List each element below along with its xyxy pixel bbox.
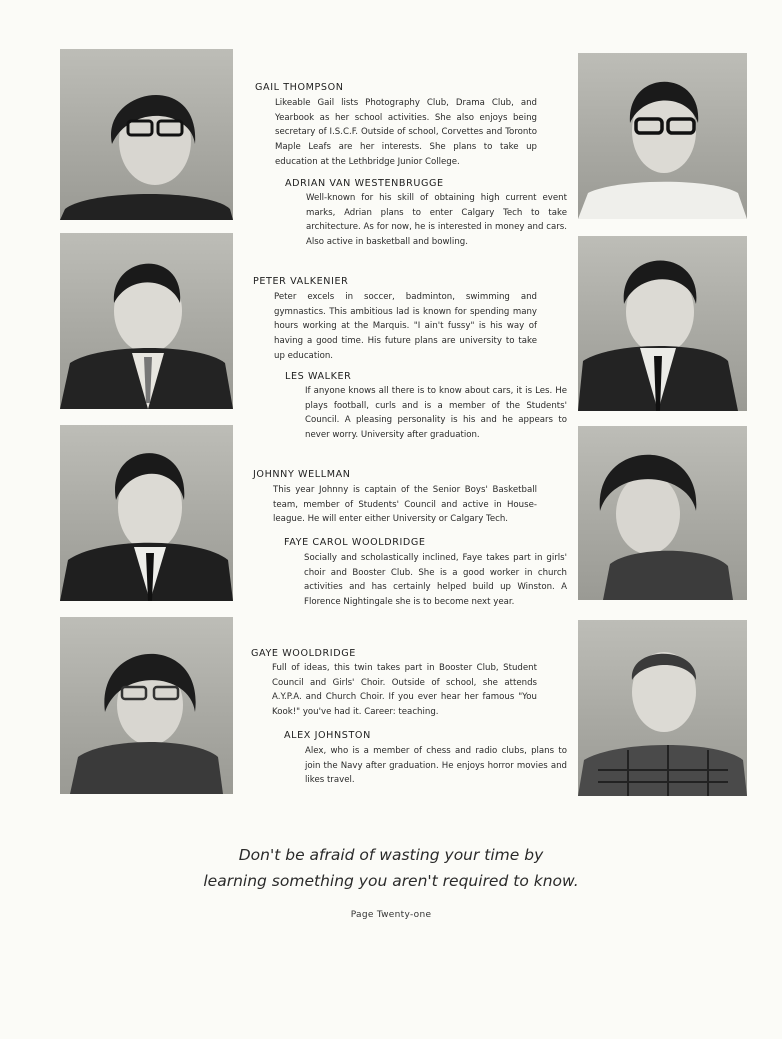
- student-bio: Well-known for his skill of obtaining high current event marks, Adrian plans to enter Calgary Tech to take architecture. As for now, he is interested in money and cars. Also active in basketball and bowling.: [306, 193, 567, 248]
- student-bio: Alex, who is a member of chess and radio clubs, plans to join the Navy after graduation. He enjoys horror movies and likes travel.: [305, 746, 567, 786]
- student-name: ADRIAN VAN WESTENBRUGGE: [285, 178, 444, 189]
- photo-faye-carol-wooldridge: [578, 426, 747, 600]
- photo-alex-johnston: [578, 620, 747, 796]
- photo-peter-valkenier: [60, 233, 233, 409]
- student-name: PETER VALKENIER: [253, 276, 349, 287]
- quote-line-2: learning something you aren't required to know.: [203, 872, 579, 890]
- portrait-boy-icon: [578, 236, 747, 411]
- photo-les-walker: [578, 236, 747, 411]
- student-bio: Full of ideas, this twin takes part in Booster Club, Student Council and Girls' Choir. Outside of school, she attends A.Y.P.A. and Church Choir. If you ever hear her famous "You Kook!" you've had it. Career: teaching.: [272, 663, 537, 718]
- student-name: JOHNNY WELLMAN: [253, 469, 351, 480]
- student-bio: Likeable Gail lists Photography Club, Drama Club, and Yearbook as her school activities. She also enjoys being secretary of I.S.C.F. Outside of school, Corvettes and Toronto Maple Leafs are her interests. She plans to take up education at the Lethbridge Junior College.: [275, 98, 537, 167]
- portrait-girl-icon: [578, 426, 747, 600]
- photo-johnny-wellman: [60, 425, 233, 601]
- student-bio: This year Johnny is captain of the Senior Boys' Basketball team, member of Students' Council and active in House-league. He will enter either University or Calgary Tech.: [273, 485, 537, 525]
- portrait-boy-icon: [60, 233, 233, 409]
- photo-gaye-wooldridge: [60, 617, 233, 794]
- portrait-boy-icon: [578, 620, 747, 796]
- student-name: GAYE WOOLDRIDGE: [251, 648, 356, 659]
- page-number: Page Twenty-one: [350, 910, 432, 920]
- student-name: FAYE CAROL WOOLDRIDGE: [284, 537, 426, 548]
- portrait-boy-icon: [578, 53, 747, 219]
- photo-gail-thompson: [60, 49, 233, 220]
- portrait-girl-icon: [60, 49, 233, 220]
- quote-line-1: Don't be afraid of wasting your time by: [238, 846, 544, 864]
- student-name: LES WALKER: [285, 371, 352, 382]
- student-bio: If anyone knows all there is to know about cars, it is Les. He plays football, curls and is a member of the Students' Council. A pleasing personality is his and he appears to never worry. University after graduation.: [305, 386, 567, 441]
- student-name: ALEX JOHNSTON: [284, 730, 371, 741]
- student-bio: Socially and scholastically inclined, Faye takes part in girls' choir and Booster Club. She is a good worker in church activities and has certainly helped build up Winston. A Florence Nightingale she is to become next year.: [304, 553, 567, 608]
- portrait-boy-icon: [60, 425, 233, 601]
- student-name: GAIL THOMPSON: [255, 82, 344, 93]
- photo-adrian-van-westenbrugge: [578, 53, 747, 219]
- portrait-girl-icon: [60, 617, 233, 794]
- student-bio: Peter excels in soccer, badminton, swimming and gymnastics. This ambitious lad is known for spending many hours working at the Marquis. "I ain't fussy" is his way of having a good time. His future plans are university to take up education.: [274, 292, 537, 361]
